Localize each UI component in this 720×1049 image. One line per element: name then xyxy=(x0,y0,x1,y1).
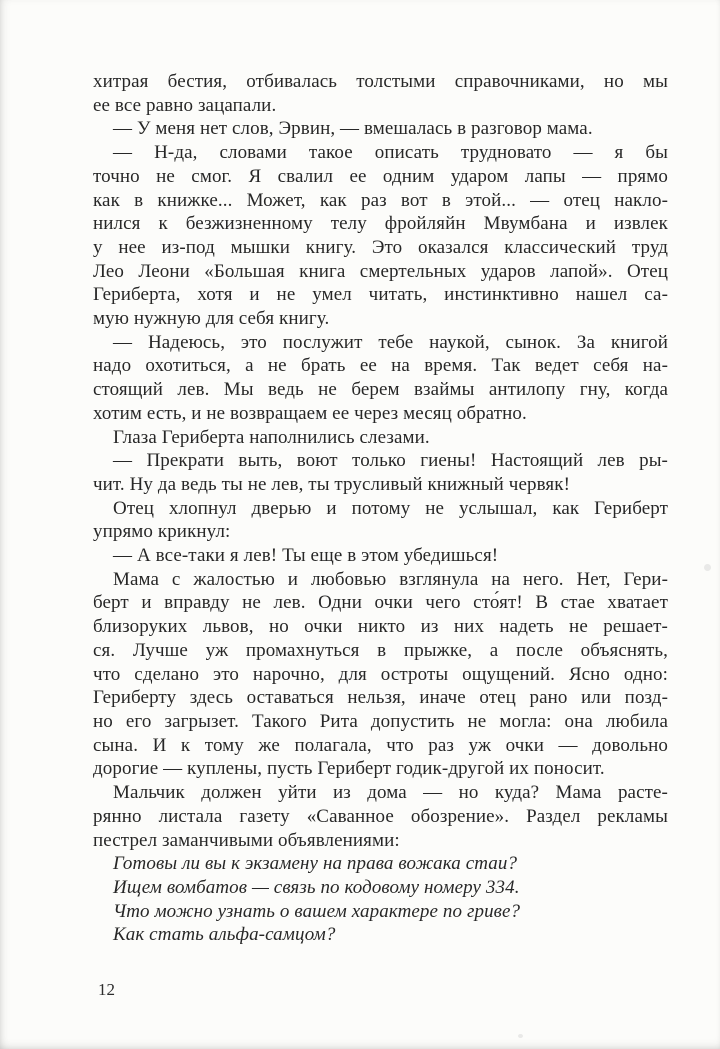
text-line: Гериберта, хотя и не умел читать, инстинктивно нашел са- xyxy=(93,284,668,306)
text-line: дорогие — куплены, пусть Гериберт годик-другой их поносит. xyxy=(93,758,605,780)
text-line: Отец хлопнул дверью и потому не услышал, как Гериберт xyxy=(113,497,668,519)
text-line: хотим есть, и не возвращаем ее через месяц обратно. xyxy=(93,402,527,424)
text-line: точно не смог. Я свалил ее одним ударом лапы — прямо xyxy=(93,165,668,187)
text-line: Глаза Гериберта наполнились слезами. xyxy=(113,426,430,448)
scan-artifact xyxy=(518,1034,523,1038)
text-line: ее все равно зацапали. xyxy=(93,94,277,116)
text-line: Мальчик должен уйти из дома — но куда? Мама расте- xyxy=(113,782,668,804)
text-line: как в книжке... Может, как раз вот в этой... — отец накло- xyxy=(93,189,668,211)
text-line: Как стать альфа-самцом? xyxy=(113,924,336,946)
text-line: Ищем вомбатов — связь по кодовому номеру 334. xyxy=(113,876,520,898)
text-line: рянно листала газету «Саванное обозрение». Раздел рекламы xyxy=(93,805,668,827)
text-line: близоруких львов, но очки никто из них надеть не решает- xyxy=(93,616,668,638)
text-line: Лео Леони «Большая книга смертельных ударов лапой». Отец xyxy=(93,260,668,282)
text-line: хитрая бестия, отбивалась толстыми справочниками, но мы xyxy=(93,71,668,92)
text-line: надо охотиться, а не брать ее на время. Так ведет себя на- xyxy=(93,355,668,377)
text-line: стоящий лев. Мы ведь не берем взаймы антилопу гну, когда xyxy=(93,379,668,401)
text-line: — Н-да, словами такое описать трудновато — я бы xyxy=(113,142,668,164)
text-line: нился к безжизненному телу фройляйн Мвумбана и извлек xyxy=(93,213,668,235)
page-number: 12 xyxy=(98,980,115,999)
scan-artifact xyxy=(704,564,711,571)
text-line: сына. И к тому же полагала, что раз уж очки — довольно xyxy=(93,734,668,756)
text-line: у нее из-под мышки книгу. Это оказался классический труд xyxy=(93,236,668,258)
text-line: — Прекрати выть, воют только гиены! Настоящий лев ры- xyxy=(113,450,668,472)
text-line: Что можно узнать о вашем характере по гриве? xyxy=(113,900,521,922)
text-line: упрямо крикнул: xyxy=(93,521,231,543)
text-line: Мама с жалостью и любовью взглянула на него. Нет, Гери- xyxy=(113,568,668,590)
text-line: Готовы ли вы к экзамену на права вожака стаи? xyxy=(113,853,518,875)
text-line: чит. Ну да ведь ты не лев, ты трусливый книжный червяк! xyxy=(93,473,570,495)
text-line: пестрел заманчивыми объявлениями: xyxy=(93,829,400,851)
text-line: ся. Лучше уж промахнуться в прыжке, а после объяснять, xyxy=(93,639,668,661)
text-line: мую нужную для себя книгу. xyxy=(93,308,330,330)
text-line: но его загрызет. Такого Рита допустить не могла: она любила xyxy=(93,710,668,732)
text-line: — А все-таки я лев! Ты еще в этом убедишься! xyxy=(113,545,499,567)
text-line: — У меня нет слов, Эрвин, — вмешалась в разговор мама. xyxy=(113,118,593,140)
text-line: Гериберту здесь оставаться нельзя, иначе отец рано или позд- xyxy=(93,687,668,709)
text-block xyxy=(93,70,668,947)
text-line: берт и вправду не лев. Одни очки чего сто́ят! В стае хватает xyxy=(93,592,668,614)
text-line: что сделано это нарочно, для остроты ощущений. Ясно одно: xyxy=(93,663,668,685)
text-line: — Надеюсь, это послужит тебе наукой, сынок. За книгой xyxy=(113,331,668,353)
